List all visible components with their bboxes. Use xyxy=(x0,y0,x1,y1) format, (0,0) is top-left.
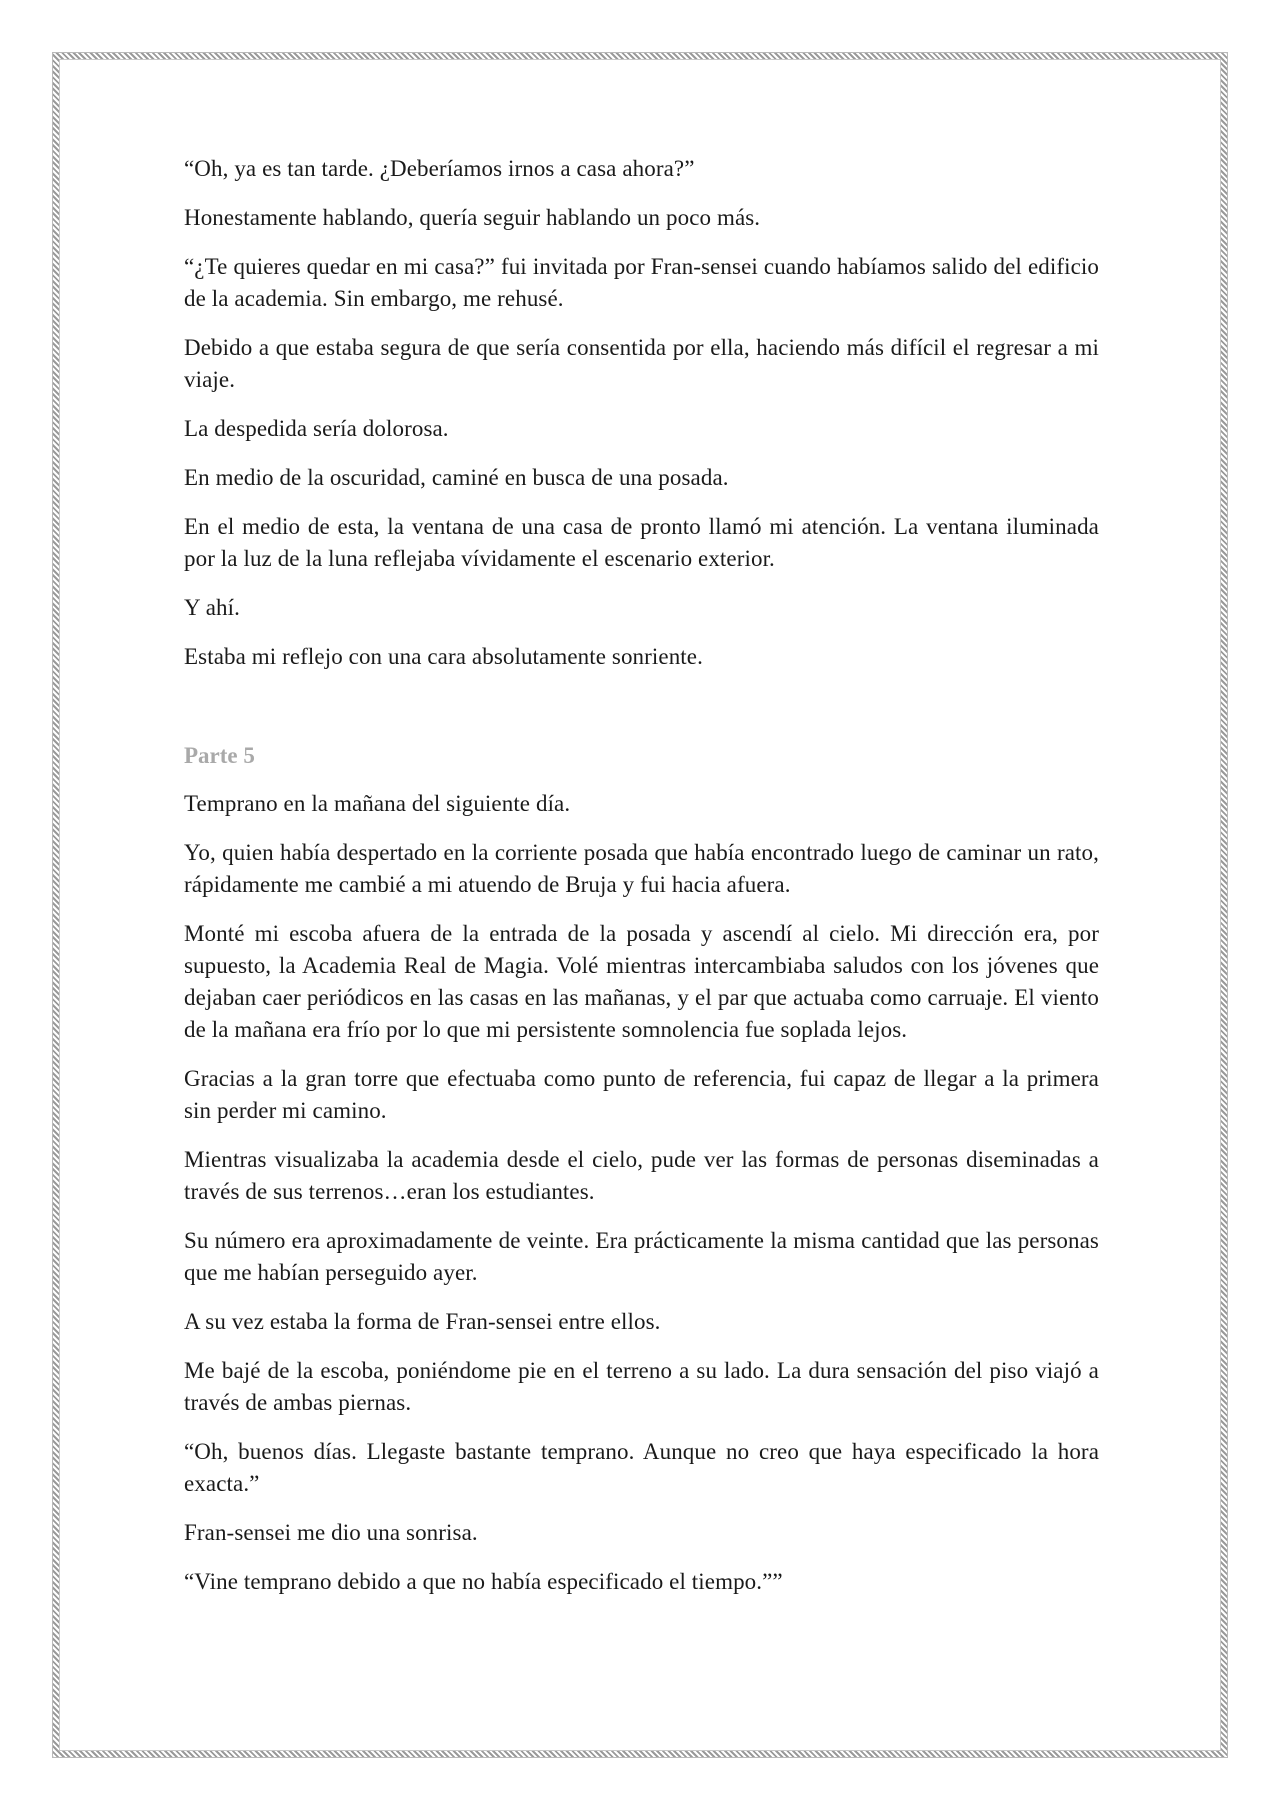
paragraph: Temprano en la mañana del siguiente día. xyxy=(184,791,571,816)
paragraph: Debido a que estaba segura de que sería consentida por ella, haciendo más difícil el regresar a mi viaje. xyxy=(184,335,1099,392)
paragraph: Honestamente hablando, quería seguir hablando un poco más. xyxy=(184,205,761,230)
paragraph: En medio de la oscuridad, caminé en busca de una posada. xyxy=(184,465,729,490)
paragraph: La despedida sería dolorosa. xyxy=(184,416,449,441)
paragraph: Estaba mi reflejo con una cara absolutamente sonriente. xyxy=(184,644,703,669)
document-body xyxy=(184,153,1099,1615)
paragraph: “Oh, buenos días. Llegaste bastante temprano. Aunque no creo que haya especificado la hora exacta.” xyxy=(184,1439,1099,1496)
paragraph: Gracias a la gran torre que efectuaba como punto de referencia, fui capaz de llegar a la primera sin perder mi camino. xyxy=(184,1066,1099,1123)
paragraph: “Vine temprano debido a que no había especificado el tiempo.”” xyxy=(184,1569,783,1594)
paragraph: Me bajé de la escoba, poniéndome pie en el terreno a su lado. La dura sensación del piso viajó a través de ambas piernas. xyxy=(184,1358,1099,1415)
paragraph: “Oh, ya es tan tarde. ¿Deberíamos irnos a casa ahora?” xyxy=(184,156,695,181)
paragraph: A su vez estaba la forma de Fran-sensei entre ellos. xyxy=(184,1309,661,1334)
paragraph: Mientras visualizaba la academia desde el cielo, pude ver las formas de personas diseminadas a través de sus terrenos…eran los estudiantes. xyxy=(184,1147,1099,1204)
paragraph: Su número era aproximadamente de veinte. Era prácticamente la misma cantidad que las personas que me habían perseguido ayer. xyxy=(184,1228,1099,1285)
paragraph: En el medio de esta, la ventana de una casa de pronto llamó mi atención. La ventana iluminada por la luz de la luna reflejaba vívidamente el escenario exterior. xyxy=(184,514,1099,571)
paragraph: “¿Te quieres quedar en mi casa?” fui invitada por Fran-sensei cuando habíamos salido del edificio de la academia. Sin embargo, me rehusé. xyxy=(184,254,1099,311)
section-heading: Parte 5 xyxy=(184,743,255,768)
paragraph: Fran-sensei me dio una sonrisa. xyxy=(184,1520,478,1545)
paragraph: Yo, quien había despertado en la corriente posada que había encontrado luego de caminar un rato, rápidamente me cambié a mi atuendo de Bruja y fui hacia afuera. xyxy=(184,840,1099,897)
paragraph: Monté mi escoba afuera de la entrada de la posada y ascendí al cielo. Mi dirección era, por supuesto, la Academia Real de Magia. Volé mientras intercambiaba saludos con los jóvenes que dejaban caer periódicos en las casas en las mañanas, y el par que actuaba como carruaje. El viento de la mañana era frío por lo que mi persistente somnolencia fue soplada lejos. xyxy=(184,921,1099,1042)
paragraph: Y ahí. xyxy=(184,595,240,620)
